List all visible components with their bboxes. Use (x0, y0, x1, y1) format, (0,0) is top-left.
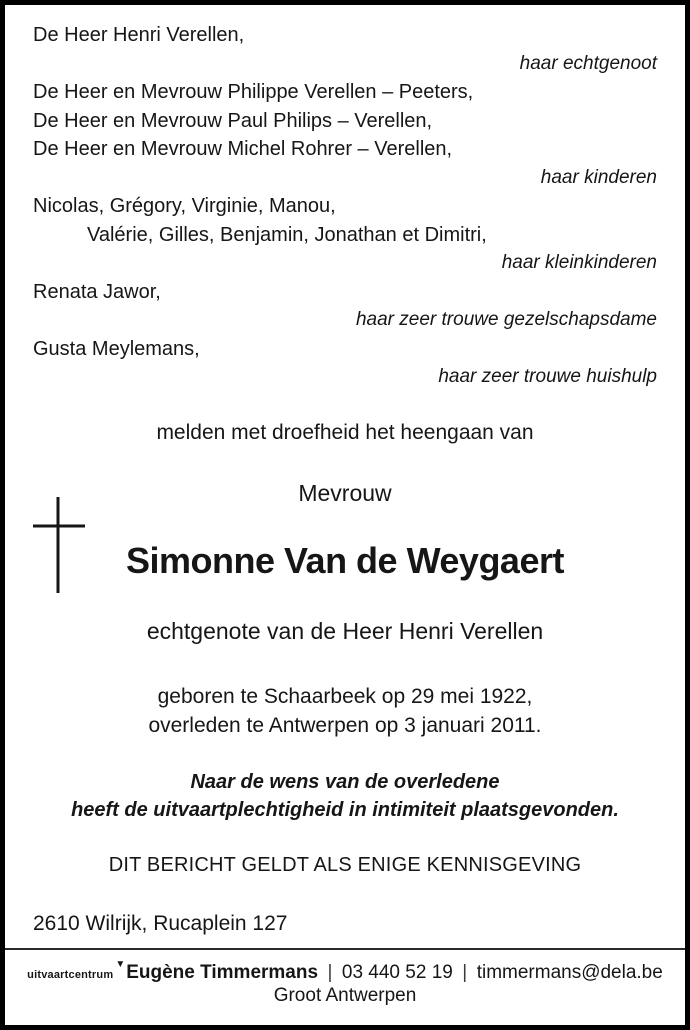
life-dates (33, 682, 657, 740)
sole-notification-line: DIT BERICHT GELDT ALS ENIGE KENNISGEVING (108, 853, 582, 876)
footer-phone: 03 440 52 19 (341, 962, 453, 983)
footer-region: Groot Antwerpen (273, 985, 417, 1006)
family-line: De Heer en Mevrouw Philippe Verellen – Peeters, (33, 81, 474, 103)
family-line: De Heer en Mevrouw Paul Philips – Verellen, (33, 109, 433, 132)
family-line: Gusta Meylemans, (33, 337, 200, 360)
family-block (33, 21, 657, 392)
honorific: Mevrouw (298, 479, 392, 506)
footer-brand-row (5, 959, 685, 984)
relation-label: haar kinderen (540, 166, 657, 188)
relation-label: haar zeer trouwe gezelschapsdame (355, 309, 657, 330)
footer-company-name: Eugène Timmermans (126, 962, 319, 983)
deceased-name: Simonne Van de Weygaert (126, 539, 564, 581)
footer-label: uitvaartcentrum (27, 969, 114, 981)
family-line: De Heer en Mevrouw Michel Rohrer – Verellen, (33, 138, 453, 160)
died-line: overleden te Antwerpen op 3 januari 2011. (148, 713, 542, 737)
family-line: Nicolas, Grégory, Virginie, Manou, (33, 195, 336, 217)
relation-label: haar echtgenoot (519, 52, 657, 74)
intro-line: melden met droefheid het heengaan van (156, 420, 534, 444)
spouse-line: echtgenote van de Heer Henri Verellen (146, 617, 544, 644)
address-line: 2610 Wilrijk, Rucaplein 127 (33, 911, 288, 935)
born-line: geboren te Schaarbeek op 29 mei 1922, (157, 684, 533, 708)
footer-separator: | (462, 962, 468, 983)
footer-email: timmermans@dela.be (476, 962, 663, 983)
notice-body (5, 5, 685, 937)
family-line: De Heer Henri Verellen, (33, 24, 245, 46)
footer-separator: | (327, 962, 333, 983)
relation-label: haar zeer trouwe huishulp (438, 366, 657, 387)
family-line: Valérie, Gilles, Benjamin, Jonathan et Dimitri, (87, 223, 487, 246)
latin-cross-icon (32, 496, 86, 594)
relation-label: haar kleinkinderen (501, 252, 657, 273)
wish-block (33, 768, 657, 824)
family-line: Renata Jawor, (33, 280, 161, 303)
funeral-home-footer (5, 948, 685, 1025)
wish-line-2: heeft de uitvaartplechtigheid in intimiteit plaatsgevonden. (71, 798, 619, 821)
wish-line-1: Naar de wens van de overledene (190, 770, 500, 793)
triangle-down-icon: ▼ (115, 959, 126, 970)
